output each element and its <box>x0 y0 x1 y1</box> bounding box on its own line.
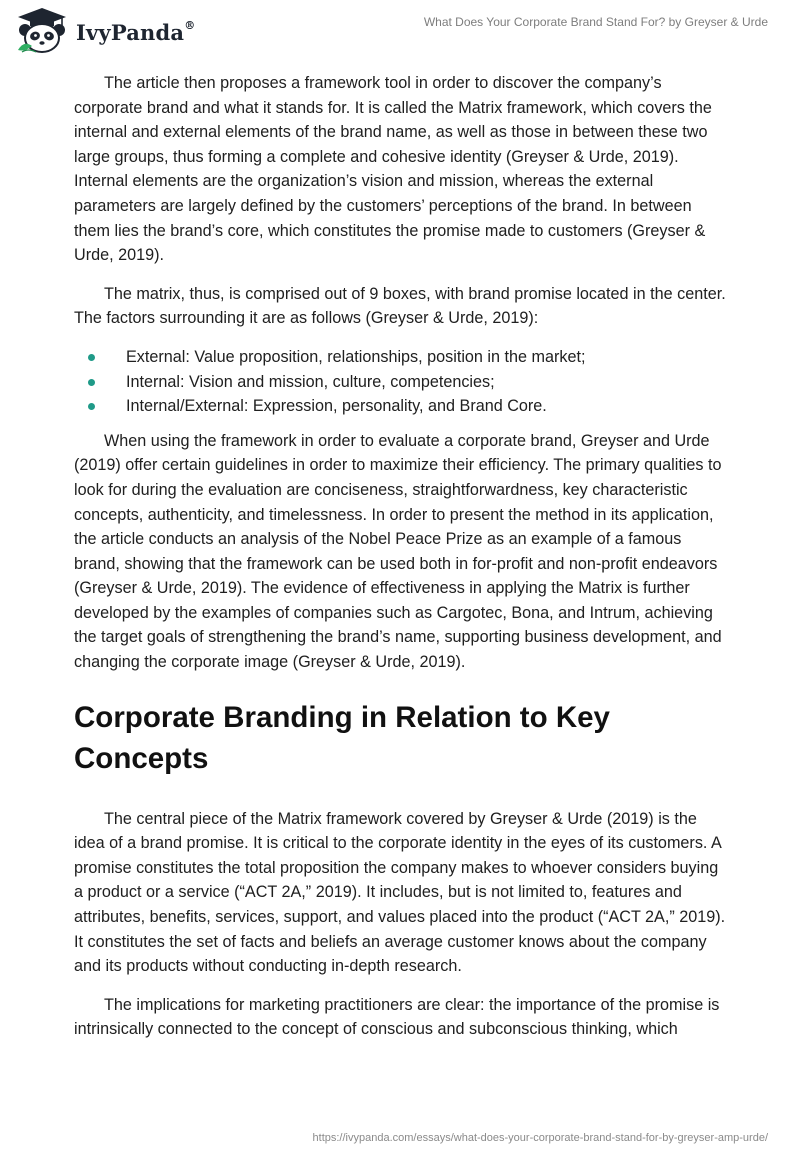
ivypanda-logo[interactable] <box>14 6 195 54</box>
list-item-text: Internal/External: Expression, personality, and Brand Core. <box>126 397 547 416</box>
factor-list <box>74 345 728 419</box>
bullet-icon <box>88 354 95 361</box>
list-item-text: External: Value proposition, relationships, position in the market; <box>126 347 586 366</box>
list-item <box>74 345 728 370</box>
bullet-icon <box>88 379 95 386</box>
section-heading: Corporate Branding in Relation to Key Concepts <box>74 700 610 775</box>
panda-graduate-icon <box>14 6 70 54</box>
article-body <box>74 71 728 1056</box>
list-item <box>74 370 728 395</box>
bullet-icon <box>88 403 95 410</box>
paragraph: When using the framework in order to evaluate a corporate brand, Greyser and Urde (2019) offer certain guidelines in order to maximize their efficiency. The primary qualities to look for during the evaluation are conciseness, straightforwardness, key characteristic concepts, authenticity, and timelessness. In order to present the method in its application, the article conducts an analysis of the Nobel Peace Prize as an example of a famous brand, showing that the framework can be used both in for-profit and non-profit endeavors (Greyser & Urde, 2019). The evidence of effectiveness in applying the Matrix is further developed by the examples of companies such as Cargotec, Bona, and Intrum, achieving the target goals of strengthening the brand’s name, supporting business development, and changing the corporate image (Greyser & Urde, 2019). <box>74 431 722 672</box>
list-item <box>74 394 728 419</box>
document-title: What Does Your Corporate Brand Stand For? by Greyser & Urde <box>423 15 768 29</box>
list-item-text: Internal: Vision and mission, culture, competencies; <box>126 372 495 391</box>
page-header <box>0 0 800 62</box>
source-url[interactable]: https://ivypanda.com/essays/what-does-your-corporate-brand-stand-for-by-greyser-amp-urde/ <box>312 1132 768 1144</box>
registered-mark: ® <box>184 18 196 32</box>
paragraph: The implications for marketing practitioners are clear: the importance of the promise is intrinsically connected to the concept of conscious and subconscious thinking, which <box>74 995 720 1039</box>
paragraph: The central piece of the Matrix framework covered by Greyser & Urde (2019) is the idea of a brand promise. It is critical to the corporate identity in the eyes of its customers. A promise constitutes the total proposition the company makes to whoever considers buying a product or a service (“ACT 2A,” 2019). It includes, but is not limited to, features and attributes, benefits, services, support, and values placed into the product (“ACT 2A,” 2019). It constitutes the set of facts and beliefs an average customer knows about the company and its products without conducting in-depth research. <box>74 809 726 976</box>
paragraph: The matrix, thus, is comprised out of 9 boxes, with brand promise located in the center. The factors surrounding it are as follows (Greyser & Urde, 2019): <box>74 284 726 328</box>
paragraph: The article then proposes a framework tool in order to discover the company’s corporate brand and what it stands for. It is called the Matrix framework, which covers the internal and external elements of the brand name, as well as those in between these two large groups, thus forming a complete and cohesive identity (Greyser & Urde, 2019). Internal elements are the organization’s vision and mission, whereas the external parameters are largely defined by the customers’ perceptions of the brand. In between them lies the brand’s core, which constitutes the promise made to customers (Greyser & Urde, 2019). <box>74 74 712 265</box>
logo-wordmark: IvyPanda® <box>76 18 196 45</box>
